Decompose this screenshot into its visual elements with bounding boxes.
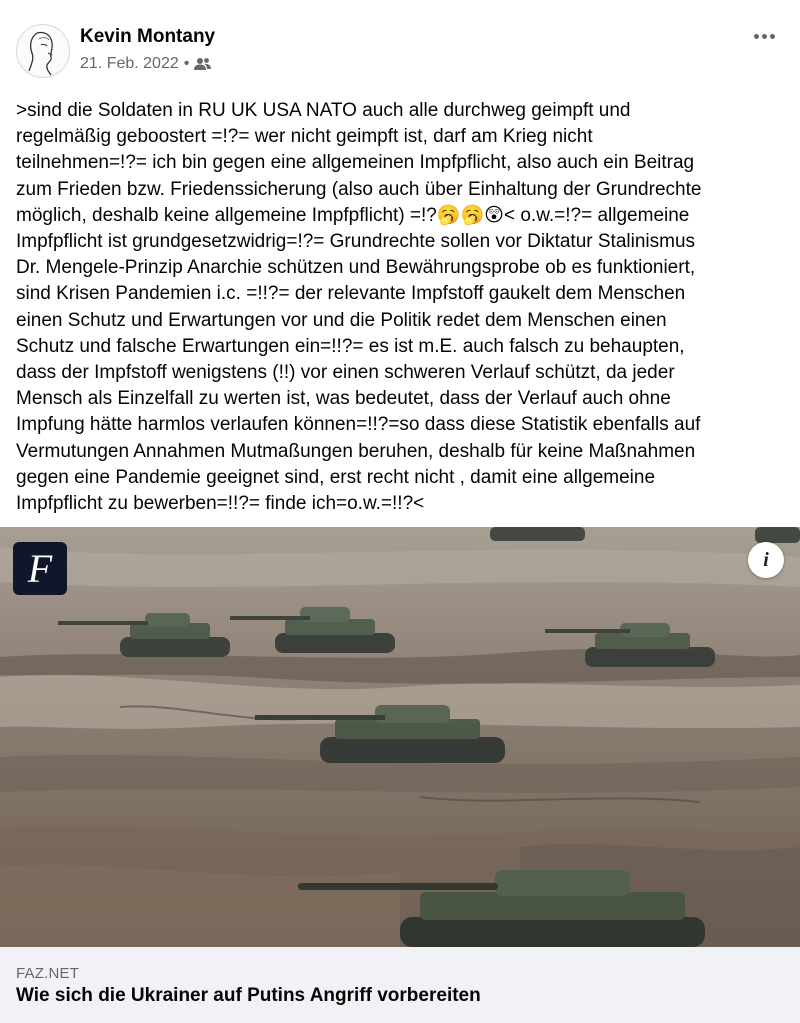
- friends-icon: [194, 57, 211, 71]
- link-domain: FAZ.NET: [16, 965, 80, 982]
- post-text-line: gegen eine Pandemie geeignet sind, erst recht nicht , damit eine allgemeine: [16, 466, 656, 488]
- post-text-line: Vermutungen Annahmen Mutmaßungen beruhen, deshalb für keine Maßnahmen: [16, 440, 696, 462]
- post-text-line: zum Frieden bzw. Friedenssicherung (also auch über Einhaltung der Grundrechte: [16, 178, 702, 200]
- link-title[interactable]: Wie sich die Ukrainer auf Putins Angriff vorbereiten: [16, 985, 481, 1006]
- post-text-line: Impfung hätte harmlos verlaufen können=!!?=so dass diese Statistik ebenfalls auf: [16, 414, 701, 436]
- link-preview-footer[interactable]: [0, 947, 800, 1023]
- info-icon[interactable]: i: [748, 542, 784, 578]
- avatar[interactable]: [16, 24, 70, 78]
- post-meta: [80, 55, 211, 73]
- meta-separator: •: [183, 55, 190, 72]
- post-body: [16, 98, 788, 517]
- tanks-photo: [0, 527, 800, 947]
- post-text-line: Schutz und falsche Erwartungen ein=!!?= es ist m.E. auch falsch zu behaupten,: [16, 335, 685, 357]
- post-text-line: dass der Impfstoff wenigstens (!!) vor einen schweren Verlauf schützt, da jeder: [16, 362, 675, 384]
- more-options-icon[interactable]: [752, 26, 776, 46]
- post-text-line: regelmäßig geboostert =!?= wer nicht geimpft ist, darf am Krieg nicht: [16, 126, 593, 148]
- link-preview-image[interactable]: [0, 527, 800, 947]
- post-date[interactable]: 21. Feb. 2022: [80, 55, 179, 72]
- author-name[interactable]: Kevin Montany: [80, 26, 216, 47]
- post-text-line: >sind die Soldaten in RU UK USA NATO auch alle durchweg geimpft und: [16, 100, 631, 121]
- post-header: [0, 0, 800, 90]
- post-text-line: Impfpflicht zu bewerben=!!?= finde ich=o.w.=!!?<: [16, 493, 425, 515]
- post-text-line: einen Schutz und Erwartungen vor und die Politik redet dem Menschen einen: [16, 309, 667, 331]
- post-text-line: sind Krisen Pandemien i.c. =!!?= der relevante Impfstoff gaukelt dem Menschen: [16, 283, 686, 305]
- post-text-line: Mensch als Einzelfall zu werten ist, was bedeutet, dass der Verlauf auch ohne: [16, 388, 671, 410]
- post-text-line: möglich, deshalb keine allgemeine Impfpflicht) =!?🥱🥱😲< o.w.=!?= allgemeine: [16, 204, 690, 226]
- publisher-logo: F: [13, 542, 67, 595]
- post-text-line: Dr. Mengele-Prinzip Anarchie schützen und Bewährungsprobe ob es funktioniert,: [16, 257, 696, 279]
- avatar-sketch-icon: [17, 25, 69, 77]
- post-text-line: Impfpflicht ist grundgesetzwidrig=!?= Grundrechte sollen vor Diktatur Stalinismus: [16, 231, 696, 253]
- post-text-line: teilnehmen=!?= ich bin gegen eine allgemeinen Impfpflicht, also auch ein Beitrag: [16, 152, 695, 174]
